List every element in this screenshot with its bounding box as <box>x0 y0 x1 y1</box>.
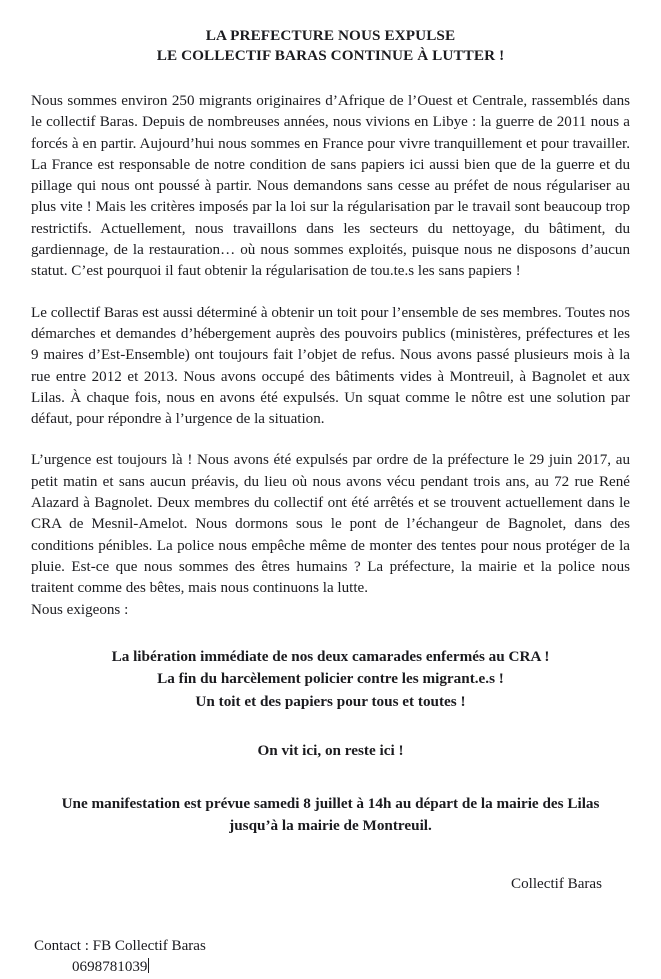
contact-phone-value: 0698781039 <box>72 959 148 976</box>
contact-phone[interactable] <box>34 957 630 978</box>
call-to-action-line-2: jusqu’à la mairie de Montreuil. <box>229 817 432 835</box>
demand-item: Un toit et des papiers pour tous et toutes ! <box>195 692 466 710</box>
demands-list <box>31 646 630 714</box>
call-to-action <box>31 793 630 838</box>
body-text <box>31 91 630 600</box>
demand-item: La fin du harcèlement policier contre les migrant.e.s ! <box>157 670 504 688</box>
paragraph-2: Le collectif Baras est aussi déterminé à obtenir un toit pour l’ensemble de ses membres. Toutes nos démarches et demandes d’hébergement auprès des pouvoirs publics (ministères, préfectures et les 9 maires d’Est-Ensemble) ont toujours fait l’objet de refus. Nous avons passé plusieurs mois à la rue entre 2012 et 2013. Nous avons occupé des bâtiments vides à Montreuil, à Bagnolet et aux Lilas. À chaque fois, nous en avons été expulsés. Un squat comme le nôtre est une solution par défaut, pour répondre à l’urgence de la situation. <box>31 304 630 428</box>
title-line-2: LE COLLECTIF BARAS CONTINUE À LUTTER ! <box>156 47 505 64</box>
paragraph-3: L’urgence est toujours là ! Nous avons été expulsés par ordre de la préfecture le 29 juin 2017, au petit matin et sans aucun préavis, du lieu où nous avons vécu pendant trois ans, au 72 rue René Alazard à Bagnolet. Deux membres du collectif ont été arrêtés et se trouvent actuellement dans le CRA de Mesnil-Amelot. Nous dormons sous le pont de l’échangeur de Bagnolet, dans des conditions pénibles. La police nous empêche même de monter des tentes pour nous protéger de la pluie. Est-ce que nous sommes des êtres humains ? La préfecture, la mairie et la police nous traitent comme des bêtes, mais nous continuons la lutte. <box>31 452 630 597</box>
paragraph-1: Nous sommes environ 250 migrants originaires d’Afrique de l’Ouest et Centrale, rassemblés dans le collectif Baras. Depuis de nombreuses années, nous vivions en Libye : la guerre de 2011 nous a forcés à en partir. Aujourd’hui nous sommes en France pour vivre tranquillement et pour travailler. La France est responsable de notre condition de sans papiers ici aussi bien que de la guerre et du pillage qui nous ont poussé à partir. Nous demandons sans cesse au préfet de nous régulariser au plus vite ! Mais les critères imposés par la loi sur la régularisation par le travail sont beaucoup trop restrictifs. Actuellement, nous travaillons dans les secteurs du nettoyage, du bâtiment, du gardiennage, de la restauration… où nous sommes exploités, puisque nous ne disposons d’aucun statut. C’est pourquoi il faut obtenir la régularisation de tou.te.s les sans papiers ! <box>31 93 630 280</box>
slogan: On vit ici, on reste ici ! <box>257 742 404 760</box>
title-line-1: LA PREFECTURE NOUS EXPULSE <box>205 27 456 44</box>
document-title <box>31 26 630 66</box>
text-cursor-caret <box>148 958 149 973</box>
demand-item: La libération immédiate de nos deux camarades enfermés au CRA ! <box>111 647 550 665</box>
signature: Collectif Baras <box>511 875 602 892</box>
call-to-action-line-1: Une manifestation est prévue samedi 8 juillet à 14h au départ de la mairie des Lilas <box>61 794 600 812</box>
contact-label: Contact : FB Collectif Baras <box>34 938 206 955</box>
demands-intro: Nous exigeons : <box>31 601 129 618</box>
contact-block <box>31 936 630 979</box>
